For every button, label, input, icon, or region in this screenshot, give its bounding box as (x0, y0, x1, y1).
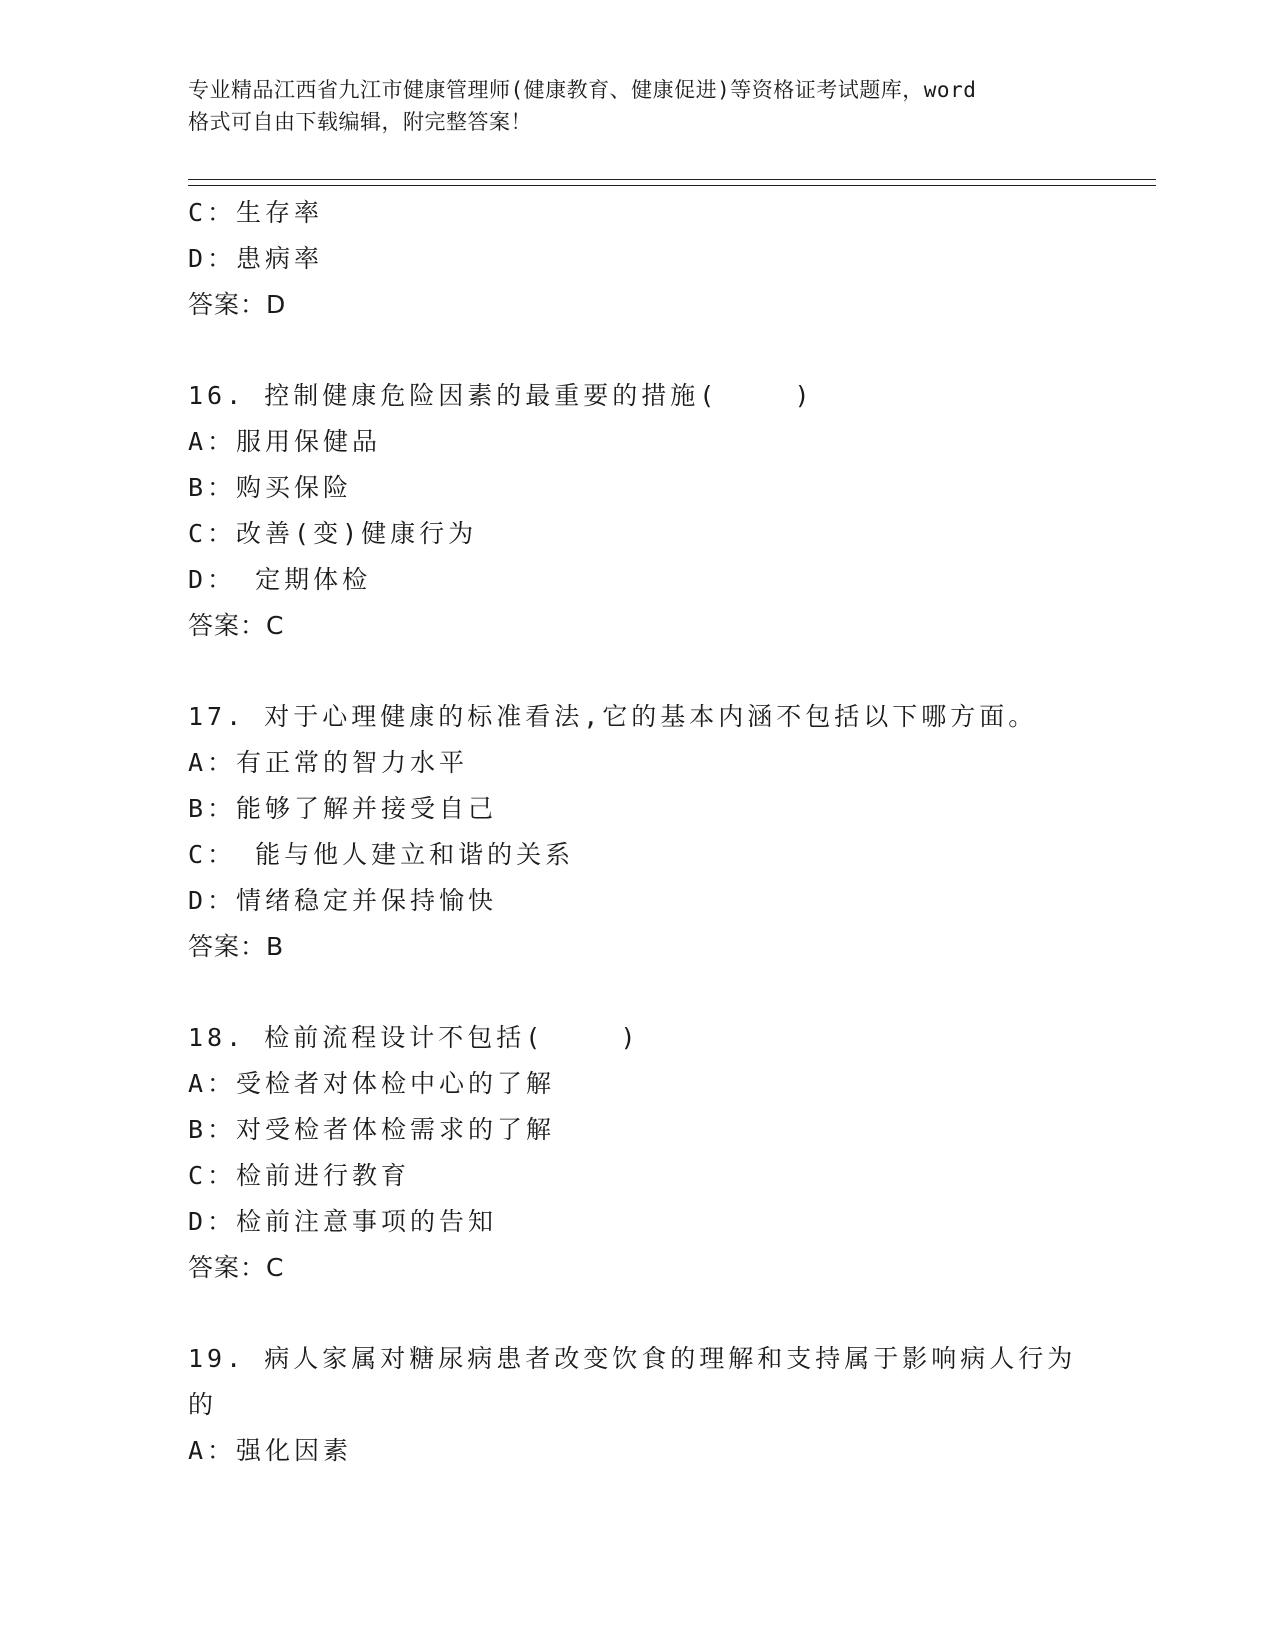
question-18 (188, 1015, 1088, 1291)
question-text: 17. 对于心理健康的标准看法,它的基本内涵不包括以下哪方面。 (188, 702, 1038, 731)
answer: 答案：C (188, 611, 285, 640)
question-15-tail (188, 190, 1088, 328)
header-line-1: 专业精品江西省九江市健康管理师(健康教育、健康促进)等资格证考试题库，word (188, 78, 977, 102)
option-b: B：能够了解并接受自己 (188, 794, 498, 823)
option-d: D：情绪稳定并保持愉快 (188, 886, 498, 915)
option-c: C：改善(变)健康行为 (188, 519, 478, 548)
answer: 答案：D (188, 290, 287, 319)
spacer (188, 328, 1088, 373)
question-text-line-2: 的 (188, 1390, 218, 1419)
question-list (188, 190, 1088, 1474)
header-divider (188, 179, 1156, 186)
document-header (188, 74, 1088, 138)
option-c: C： 能与他人建立和谐的关系 (188, 840, 575, 869)
option-d: D：检前注意事项的告知 (188, 1207, 498, 1236)
option-d: D：患病率 (188, 244, 324, 273)
option-c: C：生存率 (188, 198, 324, 227)
header-line-2: 格式可自由下载编辑，附完整答案！ (188, 110, 532, 134)
option-a: A：有正常的智力水平 (188, 748, 469, 777)
option-c: C：检前进行教育 (188, 1161, 411, 1190)
question-text-line-1: 19. 病人家属对糖尿病患者改变饮食的理解和支持属于影响病人行为 (188, 1344, 1077, 1373)
option-a: A：受检者对体检中心的了解 (188, 1069, 556, 1098)
question-17 (188, 694, 1088, 970)
option-d: D： 定期体检 (188, 565, 372, 594)
option-a: A：强化因素 (188, 1436, 353, 1465)
question-19 (188, 1336, 1088, 1474)
spacer (188, 1291, 1088, 1336)
answer: 答案：C (188, 1253, 285, 1282)
option-b: B：购买保险 (188, 473, 353, 502)
answer: 答案：B (188, 932, 285, 961)
question-text: 16. 控制健康危险因素的最重要的措施( ) (188, 381, 814, 410)
spacer (188, 970, 1088, 1015)
spacer (188, 649, 1088, 694)
question-16 (188, 373, 1088, 649)
question-text: 18. 检前流程设计不包括( ) (188, 1023, 640, 1052)
option-b: B：对受检者体检需求的了解 (188, 1115, 556, 1144)
option-a: A：服用保健品 (188, 427, 382, 456)
